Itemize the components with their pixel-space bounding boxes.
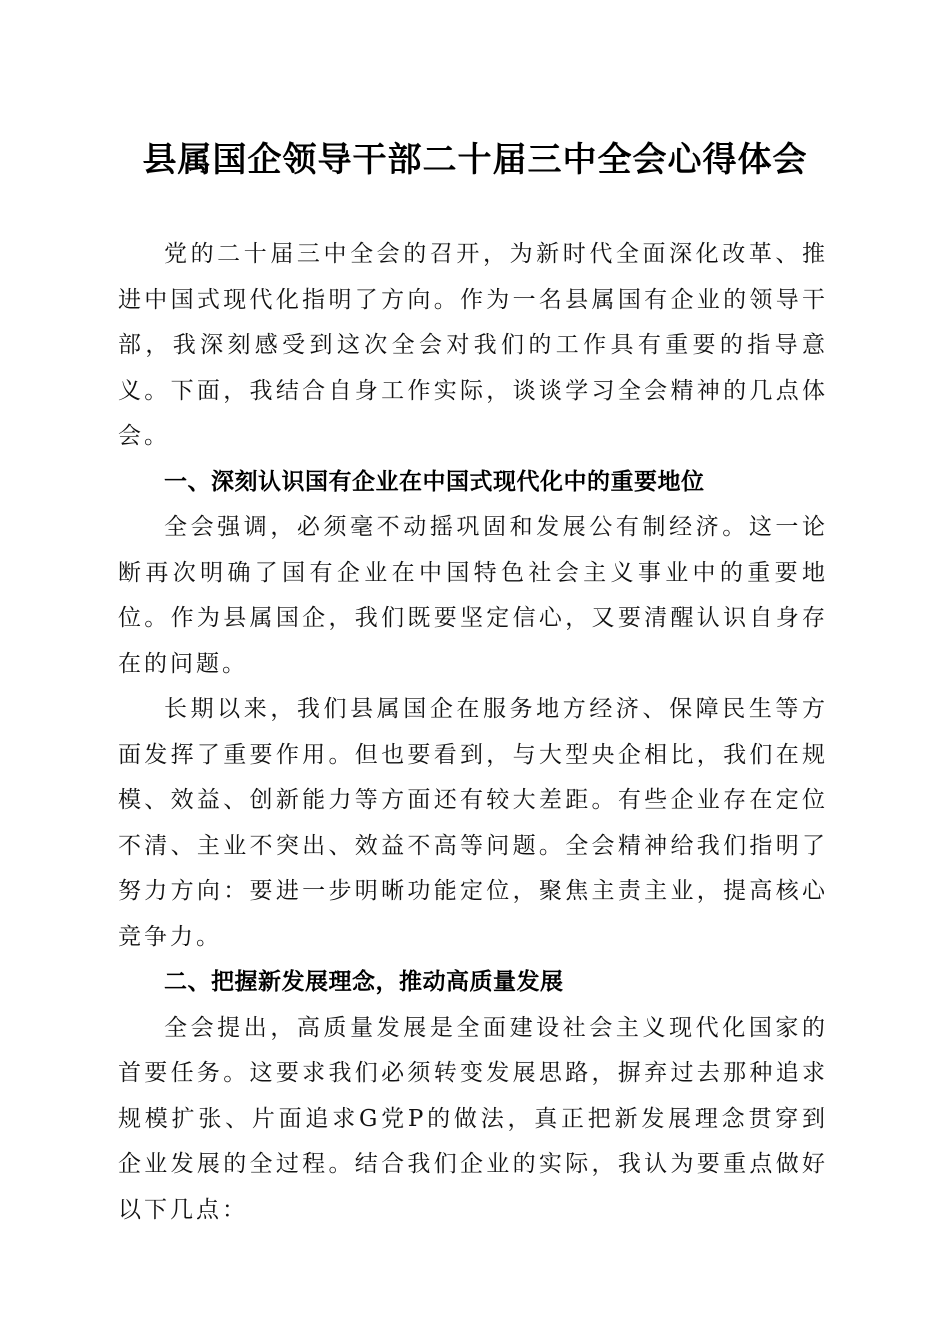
section-heading-1: 一、深刻认识国有企业在中国式现代化中的重要地位 (164, 468, 705, 495)
body-paragraph: 长期以来，我们县属国企在服务地方经济、保障民生等方面发挥了重要作用。但也要看到，与大型央企相比，我们在规模、效益、创新能力等方面还有较大差距。有些企业存在定位不清、主业不突出、效益不高等问题。全会精神给我们指明了努力方向：要进一步明晰功能定位，聚焦主责主业，提高核心竞争力。 (118, 696, 828, 950)
document-title: 县属国企领导干部二十届三中全会心得体会 (142, 140, 808, 180)
intro-paragraph: 党的二十届三中全会的召开，为新时代全面深化改革、推进中国式现代化指明了方向。作为一名县属国有企业的领导干部，我深刻感受到这次全会对我们的工作具有重要的指导意义。下面，我结合自身工作实际，谈谈学习全会精神的几点体会。 (118, 241, 828, 449)
body-paragraph: 全会强调，必须毫不动摇巩固和发展公有制经济。这一论断再次明确了国有企业在中国特色社会主义事业中的重要地位。作为县属国企，我们既要坚定信心，又要清醒认识自身存在的问题。 (118, 514, 828, 677)
document-body (118, 232, 828, 1233)
body-paragraph: 全会提出，高质量发展是全面建设社会主义现代化国家的首要任务。这要求我们必须转变发展思路，摒弃过去那种追求规模扩张、片面追求G党P的做法，真正把新发展理念贯穿到企业发展的全过程。结合我们企业的实际，我认为要重点做好以下几点： (118, 1014, 828, 1223)
section-heading-2: 二、把握新发展理念，推动高质量发展 (164, 969, 564, 995)
